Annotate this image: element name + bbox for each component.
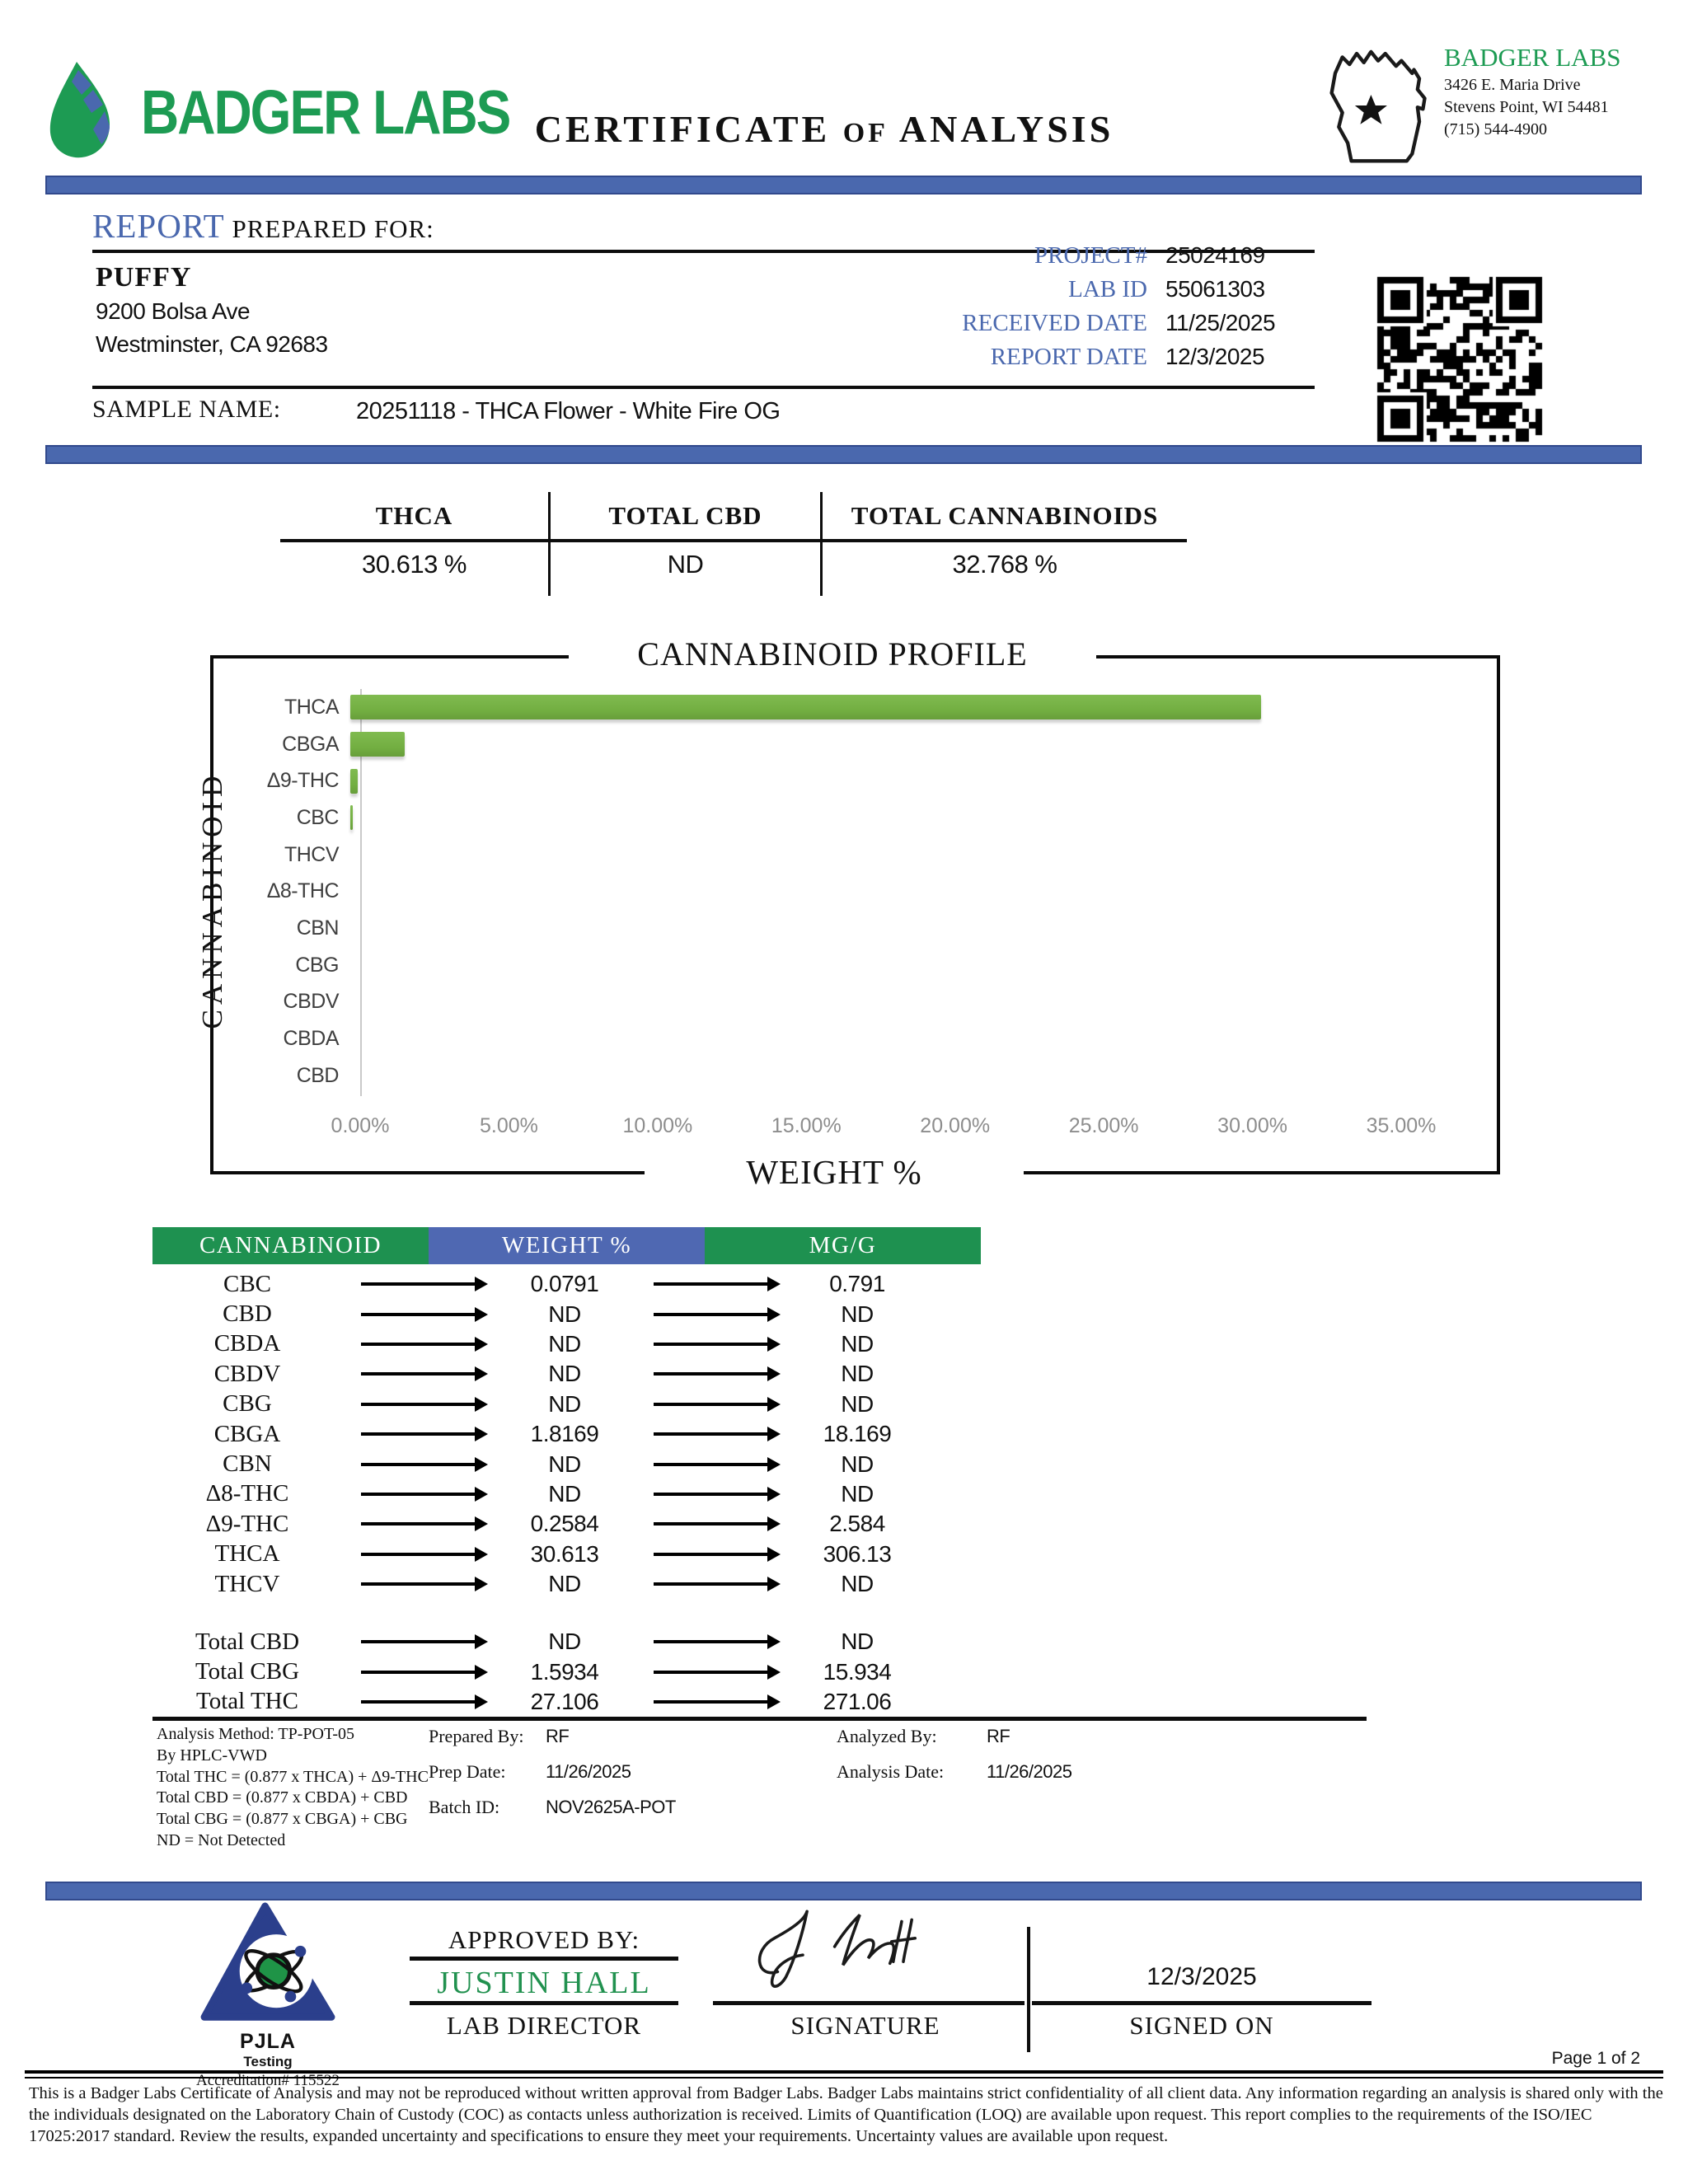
table-row <box>152 1657 981 1686</box>
summary-column <box>280 492 548 596</box>
prep-info <box>429 1726 676 1832</box>
chart-row <box>247 799 1405 837</box>
arrow-cell <box>342 1553 495 1556</box>
summary-column-value: ND <box>667 550 704 579</box>
info-field-value: 25024169 <box>1165 242 1265 268</box>
right-arrow-icon <box>361 1343 476 1346</box>
mg-per-g-value: ND <box>841 1361 874 1387</box>
mg-per-g-value: ND <box>841 1301 874 1327</box>
method-note-line: Total THC = (0.877 x THCA) + Δ9-THC <box>157 1767 429 1786</box>
mg-per-g-value: ND <box>841 1629 874 1655</box>
method-note-line: ND = Not Detected <box>157 1830 286 1849</box>
chart-title: CANNABINOID PROFILE <box>569 635 1096 673</box>
analysis-date-value: 11/26/2025 <box>987 1761 1072 1782</box>
weight-percent-value: ND <box>548 1451 581 1477</box>
arrow-cell <box>342 1343 495 1346</box>
signature-label: SIGNATURE <box>790 2011 940 2040</box>
right-arrow-icon <box>654 1522 769 1526</box>
info-field-value: 12/3/2025 <box>1165 344 1265 369</box>
summary-column-label: TOTAL CBD <box>608 501 762 530</box>
approver-title: LAB DIRECTOR <box>446 2011 642 2040</box>
analyte-name: CBGA <box>213 1420 281 1447</box>
arrow-cell <box>635 1372 787 1376</box>
info-field-label: LAB ID <box>1068 276 1147 302</box>
weight-percent-value: 0.0791 <box>530 1271 599 1297</box>
client-address2: Westminster, CA 92683 <box>96 331 328 357</box>
results-header-cell: WEIGHT % <box>429 1227 705 1264</box>
results-header-cell: CANNABINOID <box>152 1227 429 1264</box>
prepared-by-value: RF <box>546 1726 570 1746</box>
chart-x-tick: 20.00% <box>920 1114 991 1137</box>
pjla-program: Testing <box>243 2054 293 2069</box>
table-row <box>152 1509 981 1539</box>
chart-x-tick: 35.00% <box>1366 1114 1437 1137</box>
results-table-header <box>152 1227 981 1264</box>
chart-row <box>247 762 1405 799</box>
results-table-rows <box>152 1269 981 1599</box>
lab-address-block <box>1315 43 1678 172</box>
analyte-name: Total THC <box>196 1688 298 1715</box>
mg-per-g-value: ND <box>841 1451 874 1477</box>
right-arrow-icon <box>361 1671 476 1674</box>
right-arrow-icon <box>654 1671 769 1674</box>
chart-row <box>247 726 1405 763</box>
weight-percent-value: 27.106 <box>530 1688 599 1714</box>
arrow-cell <box>635 1493 787 1496</box>
info-field-label: RECEIVED DATE <box>962 310 1147 336</box>
right-arrow-icon <box>361 1403 476 1406</box>
analyte-name: CBC <box>223 1270 272 1297</box>
potency-summary <box>280 492 1187 596</box>
weight-percent-value: ND <box>548 1571 581 1597</box>
analysis-info <box>837 1726 1071 1797</box>
analyte-name: CBN <box>223 1451 272 1478</box>
right-arrow-icon <box>361 1282 476 1286</box>
results-header-cell: MG/G <box>705 1227 981 1264</box>
summary-header-rule <box>280 539 1187 542</box>
right-arrow-icon <box>654 1372 769 1376</box>
prep-date-label: Prep Date: <box>429 1761 506 1782</box>
table-row <box>152 1359 981 1389</box>
chart-x-tick: 25.00% <box>1068 1114 1139 1137</box>
chart-category-label: CBD <box>296 1063 339 1087</box>
table-row <box>152 1479 981 1509</box>
arrow-cell <box>635 1463 787 1466</box>
right-arrow-icon <box>361 1640 476 1643</box>
mg-per-g-value: 0.791 <box>829 1271 885 1297</box>
report-info-fields <box>742 242 1385 377</box>
disclaimer-text: This is a Badger Labs Certificate of Analysis and may not be reproduced without written approval from Badger Labs. Badger Labs maintains strict confidentiality of all client data. Any information regarding an analysis is shared only with the the individuals designated on the Laboratory Chain of Custody (COC) as contacts unless authorization is received. Limits of Quantification (LOQ) are available upon request. This report complies to the requirements of the ISO/IEC 17025:2017 standard. Review the results, expanded uncertainty and specifications to ensure they meet your requirements. Uncertainty values are available upon request. <box>29 2084 1663 2145</box>
summary-column-value: 30.613 % <box>362 550 467 579</box>
arrow-cell <box>635 1313 787 1316</box>
right-arrow-icon <box>654 1432 769 1436</box>
prep-date-value: 11/26/2025 <box>546 1761 631 1782</box>
chart-x-tick: 30.00% <box>1217 1114 1287 1137</box>
right-arrow-icon <box>654 1463 769 1466</box>
rule-above-sample-name <box>92 386 1315 389</box>
approved-by-rule-bottom <box>410 2001 678 2005</box>
mg-per-g-value: 271.06 <box>823 1688 892 1714</box>
chart-x-tick: 5.00% <box>479 1114 538 1137</box>
chart-category-label: CBDV <box>283 990 339 1014</box>
brand-name: BADGER LABS <box>141 77 510 147</box>
chart-category-label: CBN <box>296 916 339 940</box>
table-row <box>152 1540 981 1569</box>
qr-code <box>1372 272 1547 447</box>
chart-bar <box>350 695 1261 719</box>
arrow-cell <box>342 1700 495 1704</box>
lab-phone: (715) 544-4900 <box>1444 120 1547 138</box>
right-arrow-icon <box>361 1582 476 1586</box>
approved-by-rule-top <box>410 1957 678 1961</box>
approved-by-label: APPROVED BY: <box>448 1925 640 1954</box>
mg-per-g-value: ND <box>841 1330 874 1357</box>
table-row <box>152 1329 981 1359</box>
mg-per-g-value: 18.169 <box>823 1421 892 1447</box>
table-row <box>152 1419 981 1449</box>
analyte-name: Δ9-THC <box>205 1510 289 1537</box>
right-arrow-icon <box>654 1343 769 1346</box>
analyte-name: THCA <box>214 1540 280 1568</box>
right-arrow-icon <box>654 1640 769 1643</box>
chart-category-label: THCV <box>284 842 339 866</box>
chart-category-label: THCA <box>284 695 339 719</box>
arrow-cell <box>342 1403 495 1406</box>
arrow-cell <box>342 1372 495 1376</box>
mg-per-g-value: 15.934 <box>823 1658 892 1685</box>
results-table-totals <box>152 1627 981 1717</box>
weight-percent-value: 1.8169 <box>530 1421 599 1447</box>
rule-under-table <box>152 1717 1367 1721</box>
right-arrow-icon <box>361 1493 476 1496</box>
info-field-label: PROJECT# <box>1034 242 1147 269</box>
page-title <box>412 107 1236 151</box>
analysis-date-label: Analysis Date: <box>837 1761 945 1782</box>
chart-category-label: CBGA <box>282 732 339 756</box>
arrow-cell <box>635 1403 787 1406</box>
right-arrow-icon <box>361 1432 476 1436</box>
chart-category-label: Δ8-THC <box>266 879 339 903</box>
chart-category-label: CBDA <box>283 1027 339 1051</box>
arrow-cell <box>635 1282 787 1286</box>
chart-category-label: CBC <box>296 805 339 829</box>
chart-x-axis-label: WEIGHT % <box>645 1152 1024 1192</box>
chart-x-tick: 15.00% <box>771 1114 842 1137</box>
signed-on-date: 12/3/2025 <box>1146 1963 1257 1990</box>
summary-column <box>820 492 1187 596</box>
summary-column-label: TOTAL CANNABINOIDS <box>851 501 1159 530</box>
analyte-name: CBD <box>223 1301 272 1328</box>
analyte-name: CBDA <box>213 1330 281 1357</box>
summary-column-label: THCA <box>375 501 453 530</box>
table-row <box>152 1269 981 1299</box>
weight-percent-value: 30.613 <box>530 1540 599 1567</box>
title-analysis: ANALYSIS <box>898 108 1114 150</box>
chart-x-tick: 10.00% <box>622 1114 693 1137</box>
method-note-line: Total CBG = (0.877 x CBGA) + CBG <box>157 1810 408 1829</box>
right-arrow-icon <box>361 1463 476 1466</box>
divider-bar-middle <box>45 445 1642 464</box>
right-arrow-icon <box>654 1282 769 1286</box>
arrow-cell <box>635 1671 787 1674</box>
right-arrow-icon <box>361 1313 476 1316</box>
summary-column <box>548 492 820 596</box>
arrow-cell <box>342 1671 495 1674</box>
right-arrow-icon <box>361 1522 476 1526</box>
analyte-name: Total CBD <box>195 1628 300 1655</box>
mg-per-g-value: 2.584 <box>829 1511 885 1537</box>
analyte-name: CBDV <box>213 1360 281 1387</box>
arrow-cell <box>342 1313 495 1316</box>
lab-address-line1: 3426 E. Maria Drive <box>1444 76 1581 94</box>
report-word: REPORT <box>92 207 225 245</box>
weight-percent-value: ND <box>548 1390 581 1417</box>
right-arrow-icon <box>654 1493 769 1496</box>
signature-image <box>725 1898 981 2003</box>
footer-double-rule <box>25 2070 1663 2079</box>
wisconsin-map-icon <box>1315 43 1439 172</box>
prepared-by-label: Prepared By: <box>429 1726 524 1746</box>
arrow-cell <box>342 1522 495 1526</box>
sample-name-label: SAMPLE NAME: <box>92 396 281 423</box>
approver-name: JUSTIN HALL <box>437 1966 651 2000</box>
batch-id-label: Batch ID: <box>429 1797 500 1817</box>
client-name: PUFFY <box>96 262 192 293</box>
analyte-name: CBG <box>223 1390 272 1418</box>
info-field-row <box>742 276 1385 310</box>
analyte-name: Total CBG <box>195 1658 300 1685</box>
arrow-cell <box>342 1493 495 1496</box>
mg-per-g-value: 306.13 <box>823 1540 892 1567</box>
sample-name-value: 20251118 - THCA Flower - White Fire OG <box>356 398 781 424</box>
chart-row <box>247 1020 1405 1057</box>
chart-row <box>247 873 1405 910</box>
title-of: OF <box>842 118 889 148</box>
lab-name: BADGER LABS <box>1444 43 1621 72</box>
info-field-row <box>742 310 1385 344</box>
right-arrow-icon <box>654 1582 769 1586</box>
table-row <box>152 1299 981 1329</box>
analyte-name: Δ8-THC <box>205 1480 289 1507</box>
pjla-org: PJLA <box>240 2030 296 2053</box>
weight-percent-value: 1.5934 <box>530 1658 599 1685</box>
table-row <box>152 1569 981 1599</box>
chart-row <box>247 910 1405 947</box>
right-arrow-icon <box>654 1313 769 1316</box>
arrow-cell <box>342 1640 495 1643</box>
method-note-line: Analysis Method: TP-POT-05 <box>157 1725 355 1743</box>
analysis-method-notes <box>157 1724 429 1852</box>
right-arrow-icon <box>654 1553 769 1556</box>
info-field-row <box>742 242 1385 276</box>
table-row <box>152 1627 981 1657</box>
arrow-cell <box>635 1640 787 1643</box>
signed-on-label: SIGNED ON <box>1129 2011 1274 2040</box>
mg-per-g-value: ND <box>841 1571 874 1597</box>
weight-percent-value: ND <box>548 1361 581 1387</box>
chart-category-label: Δ9-THC <box>266 769 339 793</box>
page-number: Page 1 of 2 <box>1551 2049 1640 2068</box>
method-note-line: Total CBD = (0.877 x CBDA) + CBD <box>157 1788 408 1807</box>
arrow-cell <box>635 1700 787 1704</box>
chart-x-ticks <box>331 1114 1437 1142</box>
summary-column-value: 32.768 % <box>952 550 1057 579</box>
method-note-line: By HPLC-VWD <box>157 1746 267 1765</box>
weight-percent-value: ND <box>548 1330 581 1357</box>
arrow-cell <box>635 1432 787 1436</box>
weight-percent-value: 0.2584 <box>530 1511 599 1537</box>
weight-percent-value: ND <box>548 1480 581 1507</box>
chart-category-label: CBG <box>295 953 339 977</box>
chart-row <box>247 984 1405 1021</box>
table-row <box>152 1449 981 1479</box>
weight-percent-value: ND <box>548 1629 581 1655</box>
chart-x-tick: 0.00% <box>331 1114 390 1137</box>
right-arrow-icon <box>654 1403 769 1406</box>
signed-on-rule <box>1032 2001 1372 2005</box>
mg-per-g-value: ND <box>841 1390 874 1417</box>
prepared-for-words: PREPARED FOR: <box>232 214 434 243</box>
leaf-logo-icon <box>45 59 128 164</box>
arrow-cell <box>635 1582 787 1586</box>
arrow-cell <box>342 1282 495 1286</box>
right-arrow-icon <box>361 1553 476 1556</box>
pjla-logo-icon <box>185 2013 350 2027</box>
chart-row <box>247 689 1405 726</box>
divider-bar-top <box>45 176 1642 194</box>
info-field-value: 11/25/2025 <box>1165 310 1276 335</box>
arrow-cell <box>635 1553 787 1556</box>
chart-bar <box>350 732 405 757</box>
right-arrow-icon <box>361 1700 476 1704</box>
signature-rule <box>713 2001 1025 2005</box>
chart-row <box>247 837 1405 874</box>
batch-id-value: NOV2625A-POT <box>546 1797 676 1817</box>
title-certificate: CERTIFICATE <box>534 108 831 150</box>
arrow-cell <box>342 1432 495 1436</box>
analyzed-by-value: RF <box>987 1726 1010 1746</box>
chart-row <box>247 1057 1405 1094</box>
chart-y-axis-label: CANNABINOID <box>196 771 228 1029</box>
table-row <box>152 1390 981 1419</box>
chart-row <box>247 947 1405 984</box>
arrow-cell <box>342 1582 495 1586</box>
analyte-name: THCV <box>214 1570 280 1597</box>
info-field-value: 55061303 <box>1165 276 1265 302</box>
arrow-cell <box>635 1343 787 1346</box>
arrow-cell <box>635 1522 787 1526</box>
table-row <box>152 1687 981 1717</box>
chart-bar <box>350 805 353 830</box>
info-field-label: REPORT DATE <box>990 344 1147 370</box>
analyzed-by-label: Analyzed By: <box>837 1726 937 1746</box>
report-prepared-for-heading <box>92 206 434 246</box>
right-arrow-icon <box>654 1700 769 1704</box>
chart-bar <box>350 769 358 794</box>
chart-bars <box>247 689 1405 1094</box>
client-address1: 9200 Bolsa Ave <box>96 298 251 324</box>
pjla-accreditation-block <box>157 1900 379 2090</box>
footer-vertical-divider <box>1027 1927 1030 2052</box>
right-arrow-icon <box>361 1372 476 1376</box>
lab-address-line2: Stevens Point, WI 54481 <box>1444 98 1609 116</box>
weight-percent-value: ND <box>548 1301 581 1327</box>
accreditation-number: Accreditation# 115522 <box>196 2072 340 2089</box>
info-field-row <box>742 344 1385 377</box>
arrow-cell <box>342 1463 495 1466</box>
mg-per-g-value: ND <box>841 1480 874 1507</box>
